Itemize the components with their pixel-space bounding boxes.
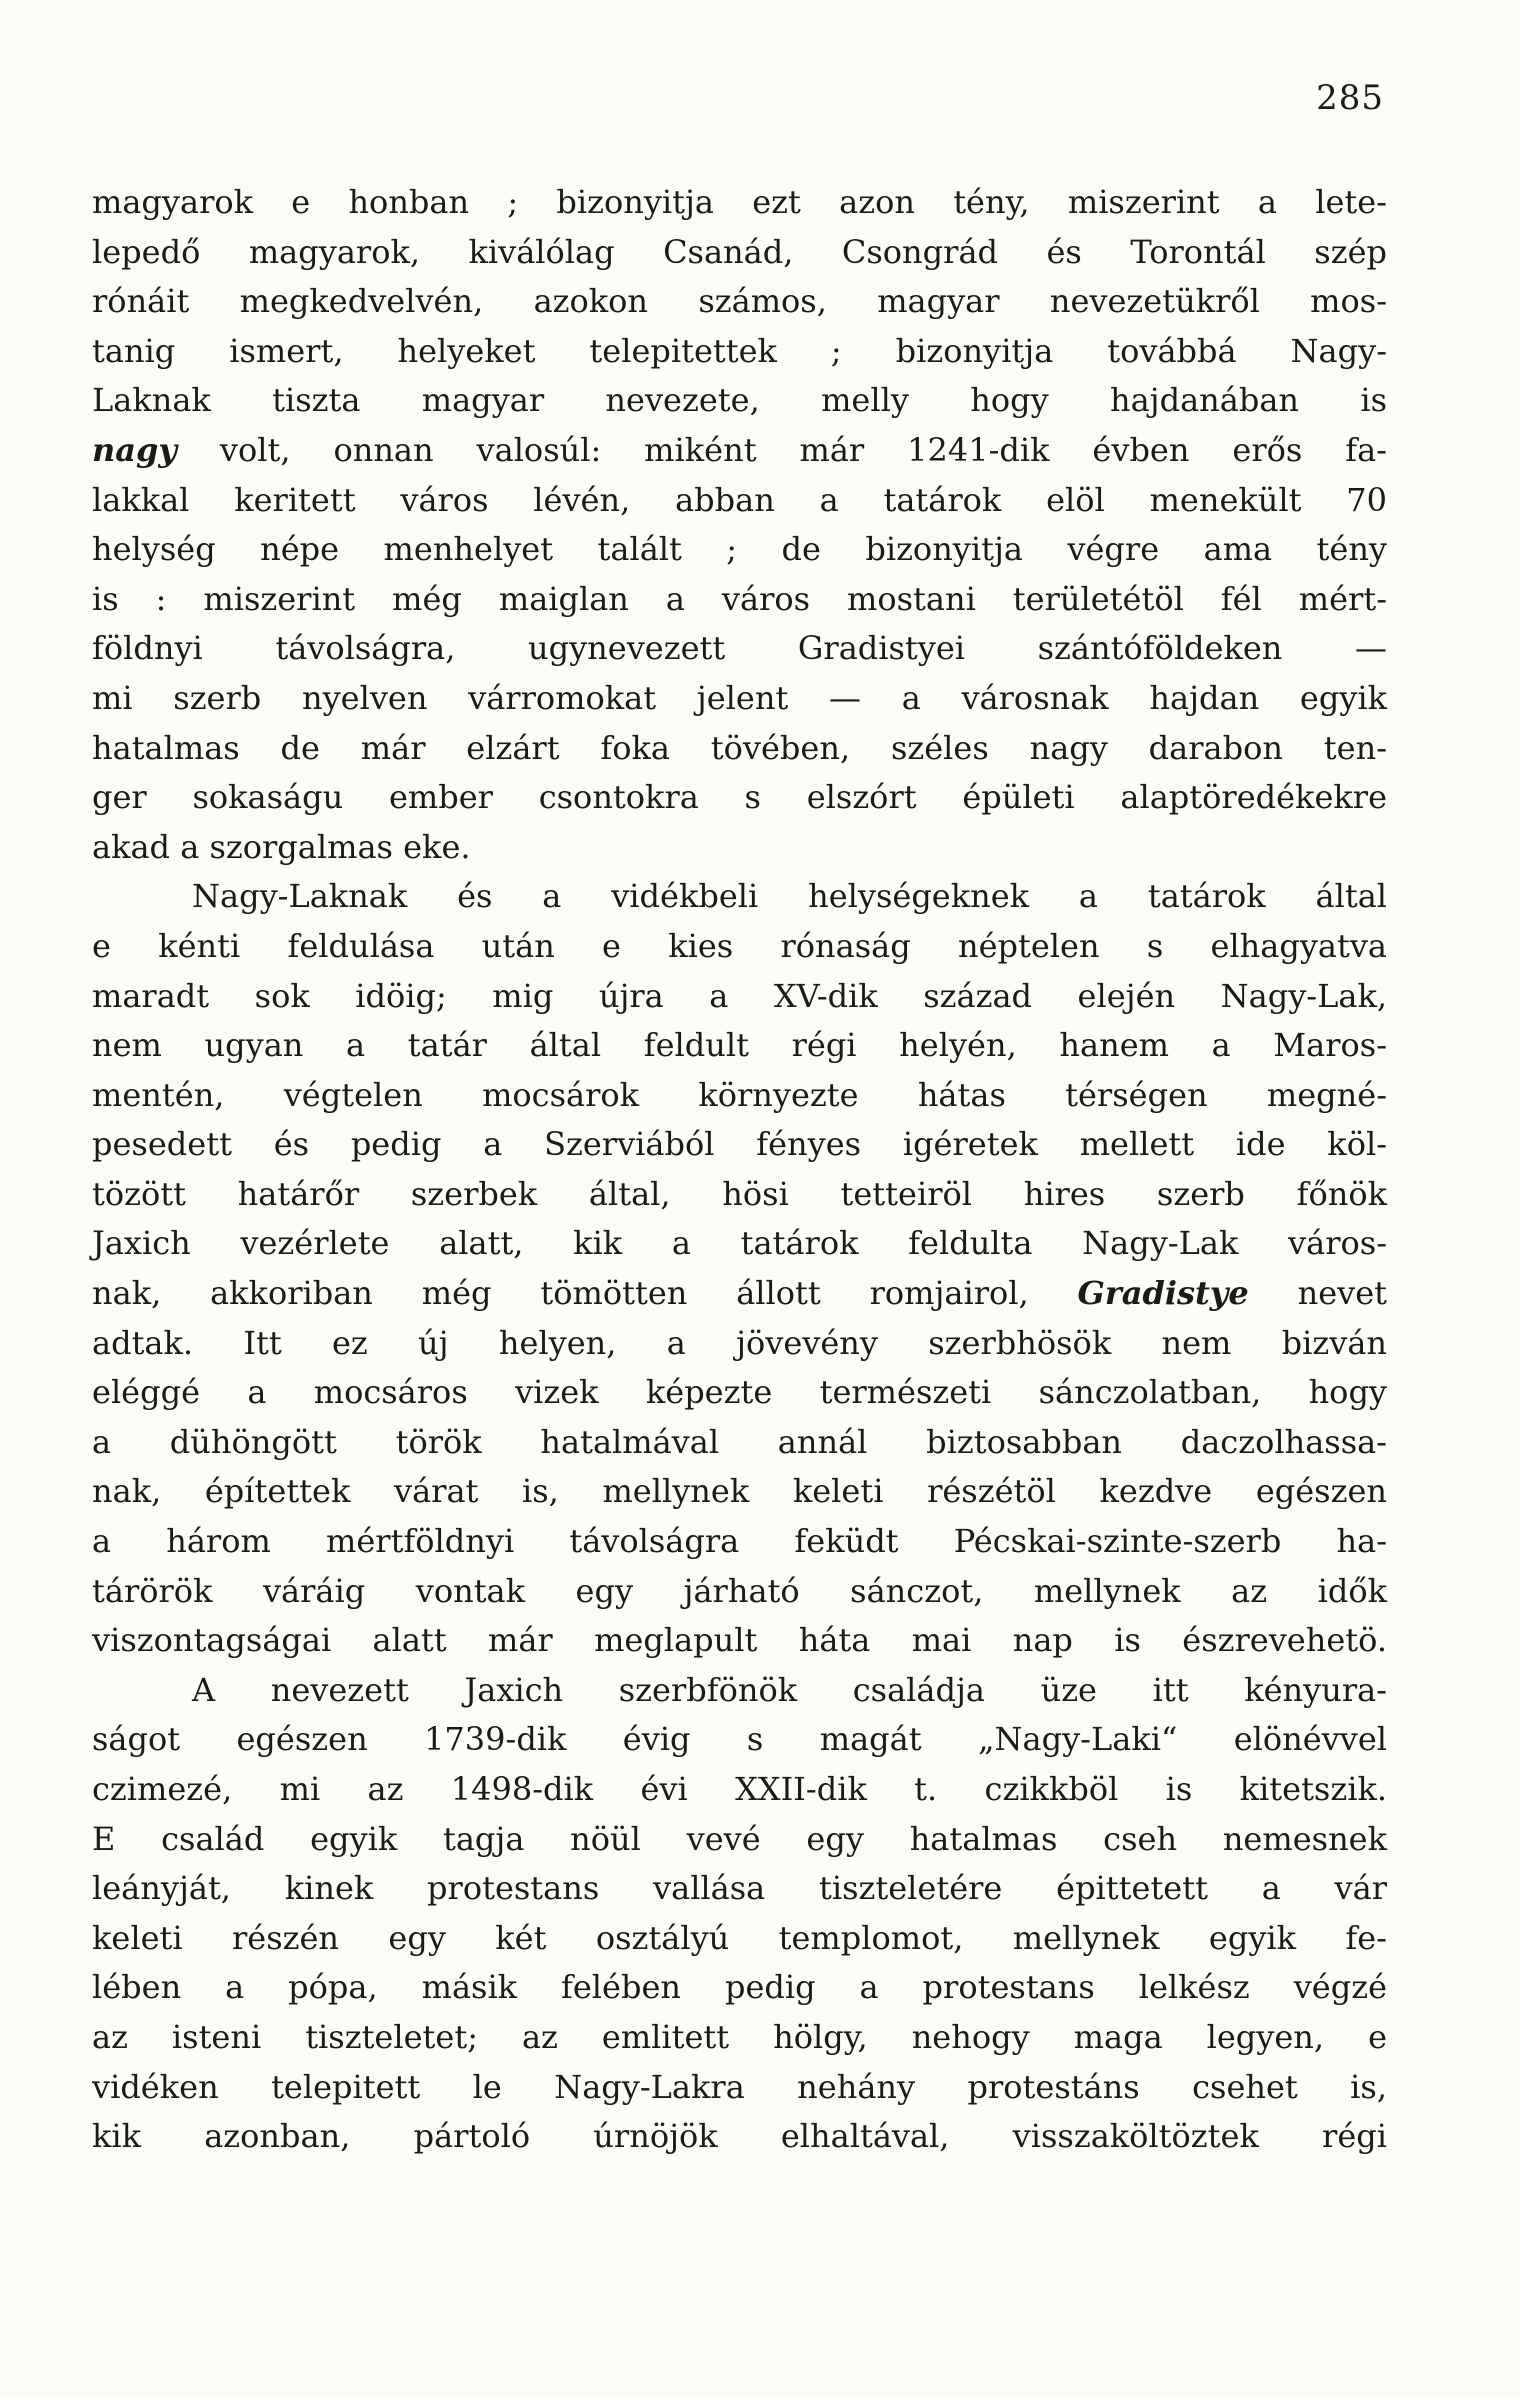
text-line: lakkal keritett város lévén, abban a tatárok elöl menekült 70 bbox=[92, 480, 1387, 519]
text-line: lepedő magyarok, kiválólag Csanád, Csongrád és Torontál szép bbox=[92, 232, 1387, 271]
text-line: is : miszerint még maiglan a város mostani területétöl fél mért- bbox=[92, 579, 1387, 618]
emphasized-word: Gradistye bbox=[1077, 1274, 1249, 1313]
text-line: keleti részén egy két osztályú templomot, mellynek egyik fe- bbox=[92, 1918, 1387, 1957]
line-text-after: nevet bbox=[1248, 1274, 1388, 1313]
text-line: E család egyik tagja nöül vevé egy hatalmas cseh nemesnek bbox=[92, 1819, 1387, 1858]
text-line: tözött határőr szerbek által, hösi tetteiröl hires szerb főnök bbox=[92, 1174, 1387, 1213]
text-line: mentén, végtelen mocsárok környezte hátas térségen megné- bbox=[92, 1075, 1387, 1114]
text-line: adtak. Itt ez új helyen, a jövevény szerbhösök nem bizván bbox=[92, 1323, 1387, 1362]
text-line bbox=[92, 426, 1387, 476]
emphasized-word: nagy bbox=[92, 430, 177, 469]
text-line: magyarok e honban ; bizonyitja ezt azon tény, miszerint a lete- bbox=[92, 183, 1387, 221]
text-line: rónáit megkedvelvén, azokon számos, magyar nevezetükről mos- bbox=[92, 282, 1387, 321]
text-line: helység népe menhelyet talált ; de bizonyitja végre ama tény bbox=[92, 530, 1387, 569]
text-line: ságot egészen 1739-dik évig s magát „Nagy-Laki“ elönévvel bbox=[92, 1720, 1387, 1759]
text-line: tanig ismert, helyeket telepitettek ; bizonyitja továbbá Nagy- bbox=[92, 331, 1387, 370]
text-line: viszontagságai alatt már meglapult háta mai nap is észrevehetö. bbox=[92, 1621, 1387, 1660]
text-line: A nevezett Jaxich szerbfönök családja üze itt kényura- bbox=[192, 1670, 1387, 1709]
line-text-before: nak, akkoriban még tömötten állott romjairol, bbox=[92, 1274, 1078, 1313]
text-line: e kénti feldulása után e kies rónaság néptelen s elhagyatva bbox=[92, 926, 1387, 965]
text-line: hatalmas de már elzárt foka tövében, széles nagy darabon ten- bbox=[92, 728, 1387, 767]
text-line bbox=[92, 1269, 1387, 1319]
text-line: kik azonban, pártoló úrnöjök elhaltával, visszaköltöztek régi bbox=[92, 2117, 1387, 2156]
text-line: földnyi távolságra, ugynevezett Gradistyei szántóföldeken — bbox=[92, 629, 1387, 668]
text-line: lében a pópa, másik felében pedig a protestans lelkész végzé bbox=[92, 1968, 1387, 2007]
text-line: vidéken telepitett le Nagy-Lakra nehány protestáns csehet is, bbox=[92, 2067, 1387, 2106]
text-line: Laknak tiszta magyar nevezete, melly hogy hajdanában is bbox=[92, 381, 1387, 420]
text-line: eléggé a mocsáros vizek képezte természeti sánczolatban, hogy bbox=[92, 1373, 1387, 1412]
text-line: akad a szorgalmas eke. bbox=[92, 827, 471, 866]
text-line: pesedett és pedig a Szerviából fényes igéretek mellett ide köl- bbox=[92, 1125, 1387, 1164]
text-line: maradt sok idöig; mig újra a XV-dik század elején Nagy-Lak, bbox=[92, 976, 1387, 1015]
text-line: Nagy-Laknak és a vidékbeli helységeknek a tatárok által bbox=[192, 877, 1387, 916]
body-text bbox=[92, 178, 1387, 2162]
page-number: 285 bbox=[1316, 78, 1384, 118]
line-text-after: volt, onnan valosúl: miként már 1241-dik évben erős fa- bbox=[176, 430, 1387, 469]
text-line: ger sokaságu ember csontokra s elszórt épületi alaptöredékekre bbox=[92, 778, 1387, 817]
text-line: nak, építettek várat is, mellynek keleti részétöl kezdve egészen bbox=[92, 1472, 1387, 1511]
text-line: tárörök váráig vontak egy járható sánczot, mellynek az idők bbox=[92, 1571, 1387, 1610]
text-line: Jaxich vezérlete alatt, kik a tatárok feldulta Nagy-Lak város- bbox=[92, 1224, 1387, 1263]
text-line: az isteni tiszteletet; az emlitett hölgy, nehogy maga legyen, e bbox=[92, 2017, 1387, 2056]
text-line: mi szerb nyelven várromokat jelent — a városnak hajdan egyik bbox=[92, 678, 1387, 717]
text-line: czimezé, mi az 1498-dik évi XXII-dik t. czikkböl is kitetszik. bbox=[92, 1770, 1387, 1808]
text-line: a három mértföldnyi távolságra feküdt Pécskai-szinte-szerb ha- bbox=[92, 1522, 1387, 1561]
text-line: nem ugyan a tatár által feldult régi helyén, hanem a Maros- bbox=[92, 1026, 1387, 1065]
text-line: leányját, kinek protestans vallása tiszteletére épittetett a vár bbox=[92, 1869, 1387, 1908]
text-line: a dühöngött török hatalmával annál biztosabban daczolhassa- bbox=[92, 1422, 1387, 1461]
